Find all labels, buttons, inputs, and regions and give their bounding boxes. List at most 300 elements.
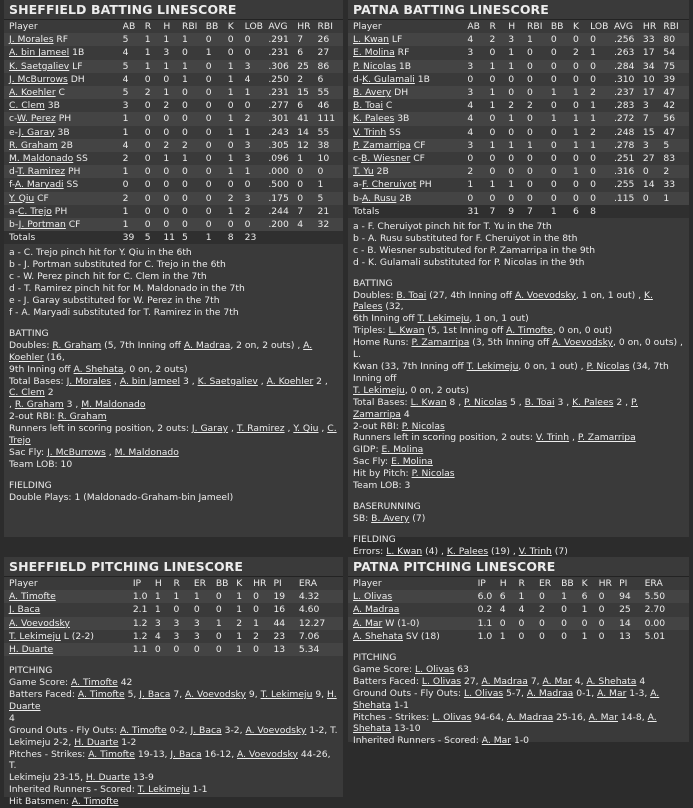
player-link[interactable]: A. Timofte: [71, 796, 119, 808]
player-link[interactable]: T. Lekimeju: [353, 384, 405, 396]
stat-cell: .000: [268, 166, 289, 178]
stat-cell: 0: [489, 113, 496, 125]
stat-cell: 1: [550, 113, 557, 125]
stat-cell: 0: [193, 644, 200, 656]
player-link[interactable]: T. Lekimeju: [9, 630, 61, 642]
player-link[interactable]: H. Duarte: [74, 736, 119, 748]
section-heading: BASERUNNING: [353, 500, 421, 512]
stat-cell: 1: [467, 179, 474, 191]
player-link[interactable]: L. Olivas: [463, 687, 504, 699]
player-link[interactable]: C. Clem: [9, 387, 45, 399]
column-header: ER: [538, 578, 552, 589]
player-link[interactable]: A. bin Jameel: [119, 375, 181, 387]
column-header: K: [573, 21, 580, 32]
player-link[interactable]: A. Timofte: [71, 677, 118, 689]
player-link[interactable]: J. Portman: [18, 219, 66, 231]
player-link[interactable]: P. Nicolas: [411, 468, 455, 480]
stat-line: Kwan (33, 7th Inning off T. Lekimeju, 0 on, 1 out) , P. Nicolas (34, 7th Inning off: [353, 361, 669, 384]
player-link[interactable]: R. Graham: [52, 339, 102, 351]
stat-cell: 2: [590, 126, 596, 138]
column-header: R: [518, 578, 525, 589]
stat-line: Inherited Runners - Scored: A. Mar 1-0: [353, 735, 529, 747]
stat-cell: 2: [573, 47, 579, 59]
stat-cell: 0: [598, 617, 605, 629]
column-header: HR: [253, 578, 267, 589]
stat-cell: 1: [489, 100, 496, 112]
player-link[interactable]: K. Palees: [446, 545, 489, 557]
player-link[interactable]: M. Maldonado: [9, 153, 74, 165]
player-link[interactable]: A. Timofte: [77, 689, 125, 701]
table-row: [4, 630, 343, 643]
stat-cell: 1: [227, 113, 234, 125]
player-link[interactable]: A. Voevodsky: [514, 289, 576, 301]
stat-cell: 1: [193, 591, 200, 603]
stat-cell: 0: [181, 113, 188, 125]
player-link[interactable]: T. Ramirez: [236, 423, 285, 435]
stat-cell: .251: [613, 153, 635, 165]
player-cell: c-W. Perez PH: [9, 113, 72, 125]
stat-cell: 0: [173, 644, 180, 656]
player-link[interactable]: A. Shehata: [353, 630, 403, 642]
stat-cell: 1: [144, 47, 151, 59]
stat-cell: 0: [489, 73, 496, 85]
player-link[interactable]: A. bin Jameel: [9, 47, 70, 59]
stat-line: Batters Faced: L. Olivas 27, A. Madraa 7, A. Mar 4, A. Shehata 4: [353, 675, 646, 687]
stat-cell: 1: [227, 153, 234, 165]
column-header: Player: [9, 21, 38, 32]
stat-cell: 0: [467, 192, 474, 204]
column-header: ERA: [644, 578, 663, 589]
stat-cell: 0: [144, 205, 151, 217]
player-link[interactable]: K. Saetgaliev: [9, 60, 70, 72]
stat-cell: .231: [268, 47, 289, 59]
player-link[interactable]: C. Trejo: [9, 423, 337, 447]
stat-cell: 0: [205, 126, 212, 138]
stat-cell: 55: [317, 126, 330, 138]
player-link[interactable]: T. Lekimeju: [466, 361, 519, 373]
stat-cell: 0: [173, 604, 180, 616]
stat-cell: .306: [268, 60, 289, 72]
stat-cell: 0: [527, 87, 533, 99]
stat-cell: 0: [244, 179, 251, 191]
stat-cell: .305: [268, 139, 289, 151]
stat-cell: 1: [508, 113, 515, 125]
player-link[interactable]: L. Olivas: [421, 675, 462, 687]
player-link[interactable]: A. Koehler: [9, 87, 56, 99]
column-header: H: [508, 21, 516, 32]
patna-pitching-panel: [348, 557, 689, 747]
stat-cell: 0: [489, 126, 496, 138]
player-link[interactable]: A. Madraa: [183, 339, 231, 351]
player-link[interactable]: J. McBurrows: [47, 446, 106, 458]
stat-cell: 1.0: [477, 630, 493, 642]
stat-cell: 0: [598, 604, 605, 616]
stat-cell: 32: [317, 219, 330, 231]
patna-batting-table: [348, 20, 689, 218]
player-link[interactable]: M. Maldonado: [114, 446, 179, 458]
player-link[interactable]: B. Toai: [353, 100, 383, 112]
stat-cell: 1: [489, 139, 496, 151]
player-link[interactable]: J. Garay: [191, 423, 229, 435]
stat-cell: 4: [467, 126, 474, 138]
stat-line: Runners left in scoring position, 2 outs: V. Trinh , P. Zamarripa: [353, 432, 636, 444]
stat-cell: 0: [598, 591, 605, 603]
stat-cell: 1: [508, 179, 515, 191]
table-row: [348, 178, 689, 191]
stat-cell: 6: [581, 591, 588, 603]
player-link[interactable]: A. Voevodsky: [185, 689, 246, 701]
stat-cell: 4: [499, 604, 506, 616]
player-link[interactable]: H. Duarte: [85, 772, 131, 784]
player-link[interactable]: K. Gulamali: [362, 73, 415, 85]
player-link[interactable]: E. Molina: [391, 456, 433, 468]
player-link[interactable]: R. Graham: [9, 139, 58, 151]
player-link[interactable]: J. Baca: [170, 748, 202, 760]
player-link[interactable]: B. Toai: [524, 396, 555, 408]
stat-cell: 1.1: [477, 617, 493, 629]
column-header: R: [173, 578, 180, 589]
player-cell: [4, 603, 133, 616]
table-row: [348, 126, 689, 139]
player-link[interactable]: V. Trinh: [518, 545, 552, 557]
stat-cell: 14: [642, 179, 655, 191]
stat-cell: 1: [508, 47, 515, 59]
player-link[interactable]: B. Avery: [371, 512, 410, 524]
player-cell: T. Lekimeju L (2-2): [9, 630, 94, 642]
column-header: BB: [215, 578, 229, 589]
stat-cell: 17: [642, 87, 655, 99]
player-link[interactable]: A. Rusu: [361, 192, 397, 204]
player-link[interactable]: P. Nicolas: [353, 60, 397, 72]
player-link[interactable]: K. Palees: [353, 113, 395, 125]
player-link[interactable]: T. Ramirez: [17, 166, 66, 178]
stat-line: , R. Graham 3 , M. Maldonado: [9, 399, 146, 411]
totals-cell: 7: [489, 205, 496, 217]
table-row: [348, 152, 689, 165]
stat-cell: 0: [122, 179, 129, 191]
player-link[interactable]: A. Timofte: [9, 591, 56, 603]
totals-cell: [614, 205, 643, 218]
player-link[interactable]: L. Kwan: [410, 396, 447, 408]
stat-cell: .115: [613, 192, 635, 204]
player-link[interactable]: W. Perez: [17, 113, 56, 125]
stat-cell: 86: [317, 60, 330, 72]
stat-cell: 3: [642, 139, 649, 151]
player-link[interactable]: A. Mar: [542, 675, 572, 687]
table-row: [4, 165, 343, 178]
player-link[interactable]: L. Kwan: [353, 34, 389, 46]
player-link[interactable]: A. Timofte: [88, 748, 135, 760]
stat-cell: 1: [581, 630, 588, 642]
stat-cell: 1: [215, 617, 222, 629]
stat-line: Triples: L. Kwan (5, 1st Inning off A. Timofte, 0 on, 0 out): [353, 325, 613, 337]
player-cell: f-A. Maryadi SS: [9, 179, 79, 191]
player-link[interactable]: L. Kwan: [388, 325, 425, 337]
player-link[interactable]: V. Trinh: [353, 126, 387, 138]
player-link[interactable]: A. Mar: [588, 711, 618, 723]
player-link[interactable]: K. Palees: [353, 289, 653, 313]
player-link[interactable]: J. Garay: [18, 126, 55, 138]
player-link[interactable]: J. Baca: [9, 604, 41, 616]
stat-cell: 1.2: [132, 617, 148, 629]
stat-cell: 1: [236, 591, 243, 603]
player-link[interactable]: B. Wiesner: [361, 153, 411, 165]
stat-cell: 0: [205, 139, 212, 151]
column-header: H: [163, 21, 171, 32]
player-link[interactable]: P. Nicolas: [401, 420, 445, 432]
player-link[interactable]: J. Baca: [139, 689, 171, 701]
player-link[interactable]: A. Madraa: [481, 675, 528, 687]
substitution-note: b - J. Portman substituted for C. Trejo in the 6th: [9, 259, 226, 271]
stat-cell: 0: [181, 192, 188, 204]
player-link[interactable]: A. Voevodsky: [237, 748, 298, 760]
stat-cell: .272: [613, 113, 635, 125]
player-link[interactable]: J. Morales: [9, 34, 54, 46]
stat-cell: 0: [590, 166, 596, 178]
player-link[interactable]: A. Voevodsky: [9, 617, 70, 629]
stat-cell: 2: [144, 87, 151, 99]
totals-cell: [663, 205, 689, 218]
player-link[interactable]: K. Saetgaliev: [197, 375, 258, 387]
stat-cell: .255: [613, 179, 635, 191]
stat-cell: 4: [122, 47, 129, 59]
player-cell: [348, 590, 478, 603]
player-link[interactable]: P. Zamarripa: [353, 396, 638, 420]
stat-cell: 0: [144, 219, 151, 231]
table-row: [348, 112, 689, 125]
player-link[interactable]: J. McBurrows: [9, 73, 68, 85]
player-link[interactable]: A. Timofte: [119, 724, 167, 736]
player-link[interactable]: H. Duarte: [9, 644, 54, 656]
section-heading: BATTING: [353, 277, 393, 289]
totals-cell: 23: [244, 232, 257, 244]
player-link[interactable]: A. Madraa: [506, 711, 554, 723]
totals-cell: Totals: [9, 232, 36, 244]
stat-cell: 5: [122, 87, 129, 99]
table-row: [4, 603, 343, 616]
totals-cell: 5: [181, 232, 188, 244]
section-heading: PITCHING: [353, 652, 397, 664]
player-link[interactable]: C. Clem: [9, 100, 45, 112]
player-link[interactable]: E. Molina: [353, 47, 395, 59]
stat-cell: 0: [205, 100, 212, 112]
player-cell: P. Zamarripa CF: [353, 139, 426, 151]
player-link[interactable]: P. Zamarripa: [411, 337, 470, 349]
player-link[interactable]: H. Duarte: [9, 689, 337, 712]
player-link[interactable]: L. Kwan: [386, 545, 423, 557]
sheffield-batting-notes: [4, 244, 343, 503]
player-link[interactable]: T. Yu: [353, 166, 374, 178]
stat-cell: 0: [527, 153, 533, 165]
column-header: BB: [561, 578, 574, 589]
stat-cell: 0: [144, 113, 151, 125]
player-link[interactable]: A. Shehata: [353, 687, 660, 711]
stat-cell: 0: [144, 166, 151, 178]
player-cell: [348, 603, 478, 616]
stat-cell: 23: [273, 630, 286, 642]
stat-cell: 3: [244, 192, 251, 204]
stat-line: Home Runs: P. Zamarripa (3, 5th Inning off A. Voevodsky, 0 on, 0 outs) , L.: [353, 337, 683, 361]
stat-cell: 0: [508, 192, 515, 204]
player-link[interactable]: L. Olivas: [432, 711, 472, 723]
column-header: K: [227, 21, 234, 32]
stat-cell: 0: [227, 34, 234, 46]
player-link[interactable]: A. Koehler: [266, 375, 314, 387]
player-link[interactable]: A. Madraa: [526, 687, 574, 699]
player-link[interactable]: R. Graham: [14, 399, 64, 411]
stat-cell: 0: [297, 179, 304, 191]
stat-cell: 0: [181, 47, 188, 59]
player-cell: Y. Qiu CF: [9, 192, 49, 204]
table-row: [348, 46, 689, 59]
stat-cell: 7: [642, 113, 649, 125]
player-link[interactable]: M. Maldonado: [81, 399, 146, 411]
player-link[interactable]: A. Mar: [481, 735, 512, 747]
stat-cell: 6: [317, 73, 324, 85]
stat-cell: 0: [590, 73, 596, 85]
stat-cell: 3: [193, 630, 200, 642]
stat-cell: 1: [573, 166, 579, 178]
column-header: RBI: [527, 21, 543, 32]
player-link[interactable]: Y. Qiu: [293, 423, 319, 435]
player-link[interactable]: P. Zamarripa: [353, 139, 411, 151]
stat-cell: 33: [663, 179, 676, 191]
table-row: [348, 590, 689, 603]
stat-cell: .277: [268, 100, 289, 112]
substitution-note: f - A. Maryadi substituted for T. Ramirez in the 7th: [9, 306, 239, 318]
player-link[interactable]: P. Nicolas: [464, 396, 508, 408]
player-link[interactable]: A. Voevodsky: [552, 337, 614, 349]
column-header: R: [489, 21, 496, 32]
stat-line: T. Lekimeju, 0 on, 2 outs): [353, 384, 469, 396]
section-heading: BATTING: [9, 327, 49, 339]
stat-cell: 1: [173, 591, 180, 603]
player-link[interactable]: B. Avery: [353, 87, 392, 99]
player-link[interactable]: B. Toai: [396, 289, 427, 301]
stat-cell: 15: [642, 126, 655, 138]
stat-cell: 33: [642, 34, 655, 46]
player-link[interactable]: L. Olivas: [353, 591, 393, 603]
player-link[interactable]: C. Trejo: [17, 205, 52, 217]
player-link[interactable]: E. Molina: [381, 444, 424, 456]
table-row: [348, 33, 689, 46]
stat-cell: 0: [508, 73, 515, 85]
player-link[interactable]: A. Mar: [353, 617, 383, 629]
player-cell: A. Shehata SV (18): [353, 630, 440, 642]
stat-cell: .284: [613, 60, 635, 72]
player-cell: K. Saetgaliev LF: [9, 60, 83, 72]
player-link[interactable]: T. Lekimeju: [137, 784, 190, 796]
player-link[interactable]: A. Shehata: [586, 675, 637, 687]
table-header-row: [4, 20, 343, 33]
table-row: [4, 218, 343, 231]
player-link[interactable]: Y. Qiu: [9, 192, 35, 204]
player-link[interactable]: J. Baca: [190, 724, 222, 736]
stat-cell: 4.32: [298, 591, 320, 603]
stat-cell: 56: [663, 113, 676, 125]
column-header: AVG: [613, 21, 634, 32]
player-link[interactable]: J. Morales: [66, 375, 112, 387]
player-cell: K. Palees 3B: [353, 113, 410, 125]
stat-cell: .278: [613, 139, 635, 151]
stat-cell: 0: [205, 34, 212, 46]
player-cell: P. Nicolas 1B: [353, 60, 412, 72]
player-link[interactable]: A. Mar: [597, 687, 627, 699]
stat-cell: 3: [163, 47, 170, 59]
stat-line: Hit by Pitch: P. Nicolas: [353, 468, 455, 480]
stat-cell: 1: [590, 139, 596, 151]
stat-line: Doubles: R. Graham (5, 7th Inning off A. Madraa, 2 on, 2 outs) , A. Koehler (16,: [9, 339, 313, 363]
column-header: HR: [642, 21, 657, 32]
stat-line: Doubles: B. Toai (27, 4th Inning off A. Voevodsky, 1 on, 1 out) , K. Palees (32,: [353, 289, 653, 313]
player-link[interactable]: T. Lekimeju: [417, 313, 470, 325]
stat-cell: 0: [527, 192, 533, 204]
stat-cell: 15: [297, 87, 309, 99]
table-row: [4, 590, 343, 603]
stat-cell: 0: [561, 630, 567, 642]
stat-cell: 0: [550, 192, 557, 204]
stat-line: Lekimeju 2-2, H. Duarte 1-2: [9, 736, 137, 748]
sheffield-batting-title: SHEFFIELD BATTING LINESCORE: [4, 0, 343, 20]
player-link[interactable]: K. Palees: [572, 396, 614, 408]
stat-cell: 0: [144, 126, 151, 138]
stat-cell: 0: [489, 153, 496, 165]
column-header: RBI: [181, 21, 198, 32]
column-header: H: [154, 578, 162, 589]
column-header: K: [581, 578, 588, 589]
player-link[interactable]: A. Maryadi: [14, 179, 64, 191]
stat-cell: 0: [561, 617, 567, 629]
stat-cell: 0: [215, 644, 222, 656]
player-link[interactable]: P. Nicolas: [586, 361, 630, 373]
player-link[interactable]: V. Trinh: [535, 432, 570, 444]
stat-cell: 0: [508, 153, 515, 165]
stat-cell: 0: [550, 126, 557, 138]
stat-line: Ground Outs - Fly Outs: L. Olivas 5-7, A. Madraa 0-1, A. Mar 1-3, A. Shehata 1-1: [353, 687, 660, 711]
stat-cell: 2.1: [132, 604, 148, 616]
stat-cell: 2: [590, 87, 596, 99]
stat-cell: 1: [244, 87, 251, 99]
sheffield-pitching-notes: [4, 656, 343, 808]
stat-cell: 2: [122, 153, 129, 165]
player-link[interactable]: A. Koehler: [9, 339, 313, 363]
player-link[interactable]: A. Voevodsky: [245, 724, 307, 736]
stat-cell: 0: [144, 139, 151, 151]
table-row: [4, 86, 343, 99]
totals-cell: 11: [163, 232, 176, 244]
player-link[interactable]: L. Olivas: [415, 663, 455, 675]
stat-cell: 44: [273, 617, 286, 629]
column-header: BB: [205, 21, 219, 32]
player-link[interactable]: T. Lekimeju: [260, 689, 313, 701]
stat-cell: 2: [181, 139, 188, 151]
player-link[interactable]: A. Shehata: [73, 363, 124, 375]
player-link[interactable]: F. Cheruiyot: [361, 179, 417, 191]
stat-cell: 0: [227, 47, 234, 59]
player-link[interactable]: A. Timofte: [506, 325, 553, 337]
player-cell: B. Toai C: [353, 100, 393, 112]
player-link[interactable]: P. Zamarripa: [577, 432, 636, 444]
player-link[interactable]: A. Madraa: [353, 604, 400, 616]
player-link[interactable]: R. Graham: [57, 411, 107, 423]
stat-line: 4: [9, 712, 15, 724]
stat-cell: 0: [144, 153, 151, 165]
stat-cell: 55: [317, 87, 330, 99]
column-header: ER: [193, 578, 207, 589]
stat-cell: 1: [573, 139, 579, 151]
player-link[interactable]: A. Shehata: [353, 711, 657, 735]
stat-cell: 1: [181, 153, 188, 165]
